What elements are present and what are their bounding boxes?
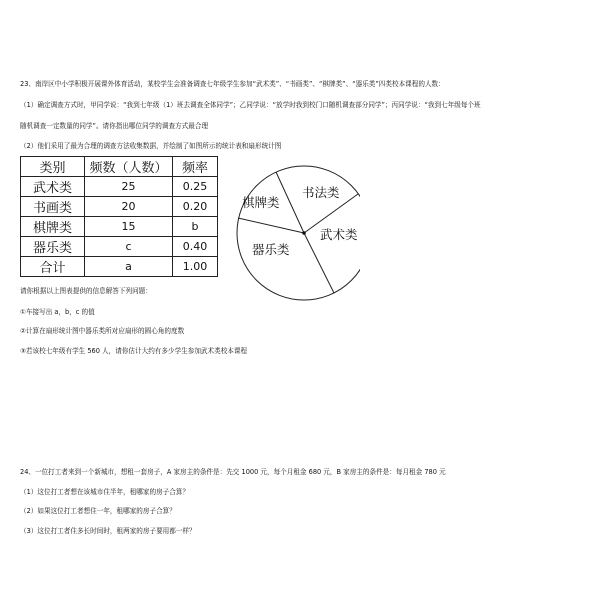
cell-category: 书画类 [21,197,85,217]
statistics-table [20,156,218,277]
cell-rate: 0.40 [173,237,218,257]
cell-frequency: 25 [85,177,173,197]
q24-part3: （3）这位打工者住多长时间时，租两家的房子要用都一样？ [20,527,196,535]
pie-chart [230,132,360,304]
q23-sub2: ②计算在扇形统计图中器乐类所对应扇形的圆心角的度数 [20,327,185,335]
pie-label-qiyue: 器乐类 [252,242,290,257]
cell-frequency: a [85,257,173,277]
cell-frequency: 20 [85,197,173,217]
pie-label-qipai: 棋牌类 [242,195,280,210]
q23-after-table: 请你根据以上图表提供的信息解答下列问题： [20,287,152,295]
q23-part2: （2）他们采用了最为合理的调查方法收集数据，并绘制了如图所示的统计表和扇形统计图 [20,142,282,150]
pie-label-shufa: 书法类 [302,185,340,200]
pie-center-dot [302,231,306,235]
pie-divider-qiyue-qipai [238,218,304,233]
cell-category: 武术类 [21,177,85,197]
cell-category: 棋牌类 [21,217,85,237]
cell-rate: 0.20 [173,197,218,217]
cell-rate: 0.25 [173,177,218,197]
cell-category: 器乐类 [21,237,85,257]
pie-label-wushu: 武术类 [320,227,358,242]
cell-frequency: c [85,237,173,257]
header-rate: 频率 [173,157,218,177]
table-row [21,197,218,217]
table-row [21,217,218,237]
table-row [21,237,218,257]
q23-sub1: ①车接写出 a，b，c 的值 [20,308,95,316]
q23-part1-line2: 随机调查一定数量的同学”。请你指出哪位同学的调查方式最合理 [20,122,209,130]
q23-sub3: ③若该校七年级有学生 560 人，请你估计大约有多少学生参加武术类校本课程 [20,347,248,355]
table-header-row [21,157,218,177]
cell-category: 合计 [21,257,85,277]
header-category: 类别 [21,157,85,177]
header-frequency: 频数（人数） [85,157,173,177]
pie-divider-wushu-qiyue [304,233,334,293]
q24-part1: （1）这位打工者想在该城市住半年，租哪家的房子合算？ [20,488,190,496]
q24-intro: 24、一位打工者来到一个新城市，想租一套房子，A 家房主的条件是：先交 1000 元，每个月租金 680 元，B 家房主的条件是：每月租金 780 元 [20,468,446,476]
cell-rate: b [173,217,218,237]
table-row [21,257,218,277]
cell-rate: 1.00 [173,257,218,277]
q23-intro: 23、南岸区中小学积极开展课外体育活动，某校学生会准备调查七年级学生参加“武术类”、“书画类”、“棋牌类”、“器乐类”四类校本课程的人数： [20,80,445,88]
cell-frequency: 15 [85,217,173,237]
table-row [21,177,218,197]
q24-part2: （2）如果这位打工者想住一年，租哪家的房子合算？ [20,507,176,515]
pie-divider-qipai-shufa [276,172,304,233]
q23-part1-line1: （1）确定调查方式时，甲同学说：“我到七年级（1）班去调查全体同学”；乙同学说：“放学时我到校门口随机调查部分同学”；丙同学说：“我到七年级每个班 [20,101,481,109]
